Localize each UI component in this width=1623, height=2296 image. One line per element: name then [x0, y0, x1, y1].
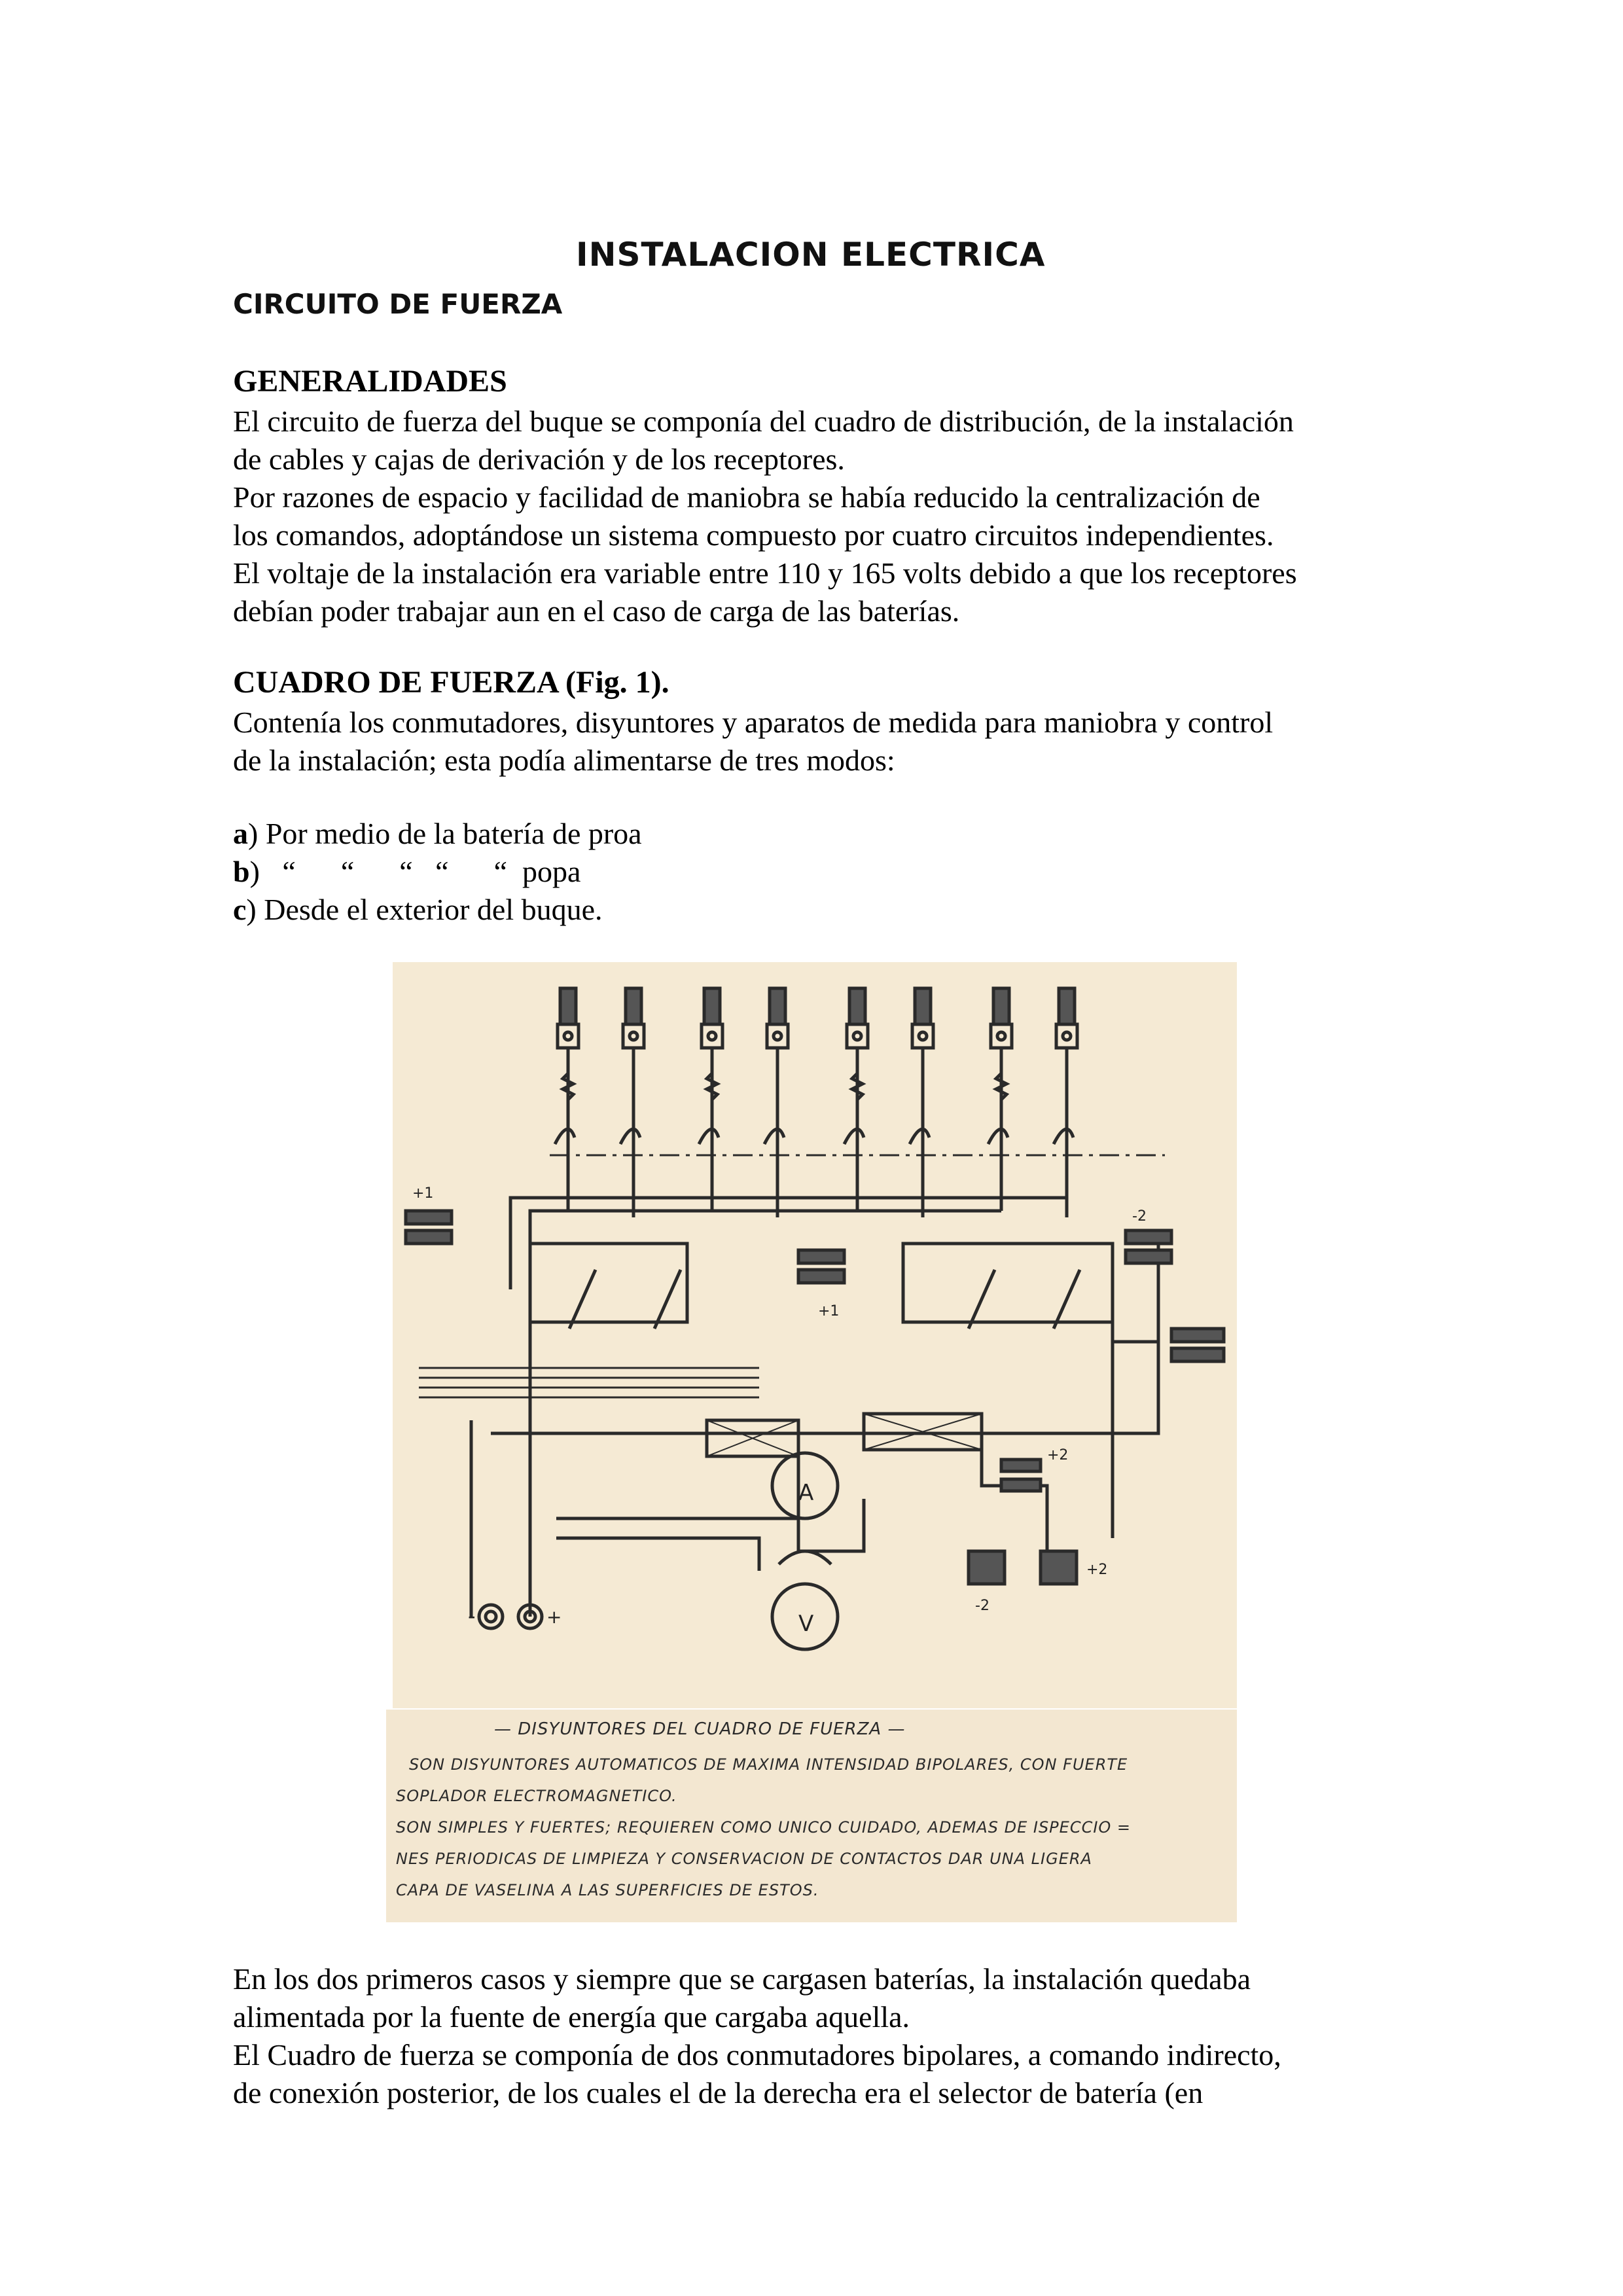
text-line: de la instalación; esta podía alimentarse de tres modos: [233, 744, 895, 777]
list-item-c [233, 892, 603, 927]
caption-title: — DISYUNTORES DEL CUADRO DE FUERZA — [494, 1719, 906, 1739]
caption-line: SOPLADOR ELECTROMAGNETICO. [396, 1787, 677, 1805]
list-letter: c [233, 893, 247, 926]
text-line: El Cuadro de fuerza se componía de dos conmutadores bipolares, a comando indirecto, [233, 2038, 1281, 2072]
section-heading-cuadro-de-fuerza: CUADRO DE FUERZA (Fig. 1). [233, 665, 669, 700]
text-line: los comandos, adoptándose un sistema compuesto por cuatro circuitos independientes. [233, 518, 1274, 552]
list-item-a [233, 816, 642, 851]
minus-terminal-label: - [468, 1604, 476, 1628]
breaker-row [555, 988, 1077, 1217]
text-line: Contenía los conmutadores, disyuntores y aparatos de medida para maniobra y control [233, 706, 1274, 739]
text-line: de conexión posterior, de los cuales el de la derecha era el selector de batería (en [233, 2076, 1204, 2109]
list-letter: a [233, 817, 248, 850]
caption-line: NES PERIODICAS DE LIMPIEZA Y CONSERVACION DE CONTACTOS DAR UNA LIGERA [396, 1850, 1092, 1868]
label-minus2-bottom: -2 [975, 1598, 990, 1614]
list-text: ) Por medio de la batería de proa [248, 817, 642, 850]
list-item-b [233, 854, 580, 889]
label-plus2-a: +2 [1047, 1447, 1069, 1463]
plus-terminal-label: + [546, 1606, 562, 1628]
label-plus1-mid: +1 [818, 1303, 840, 1319]
caption-line: SON SIMPLES Y FUERTES; REQUIEREN COMO UNICO CUIDADO, ADEMAS DE ISPECCIO = [396, 1818, 1132, 1837]
paragraph-generalidades [233, 403, 1431, 630]
paragraph-cuadro-de-fuerza [233, 704, 1431, 780]
text-line: En los dos primeros casos y siempre que se cargasen baterías, la instalación quedaba [233, 1962, 1251, 1996]
list-text: ) Desde el exterior del buque. [246, 893, 603, 926]
list-letter: b [233, 855, 250, 888]
voltmeter-label: V [798, 1611, 814, 1637]
text-line: El circuito de fuerza del buque se componía del cuadro de distribución, de la instalación [233, 404, 1294, 438]
figure-caption-box [386, 1710, 1237, 1922]
document-subtitle: CIRCUITO DE FUERZA [233, 288, 563, 320]
text-line: debían poder trabajar aun en el caso de carga de las baterías. [233, 594, 960, 628]
label-plus1-top: +1 [412, 1185, 434, 1202]
section-heading-generalidades: GENERALIDADES [233, 364, 507, 399]
document-title: INSTALACION ELECTRICA [576, 236, 1046, 274]
paragraph-after-figure [233, 1960, 1431, 2112]
ammeter-label: A [798, 1480, 814, 1506]
label-minus2-top: -2 [1132, 1208, 1147, 1225]
circuit-diagram [393, 962, 1237, 1708]
text-line: alimentada por la fuente de energía que cargaba aquella. [233, 2000, 910, 2034]
text-line: El voltaje de la instalación era variable entre 110 y 165 volts debido a que los receptores [233, 556, 1297, 590]
text-line: de cables y cajas de derivación y de los receptores. [233, 442, 845, 476]
label-plus2-b: +2 [1086, 1562, 1108, 1578]
caption-line: CAPA DE VASELINA A LAS SUPERFICIES DE ESTOS. [396, 1881, 819, 1899]
text-line: Por razones de espacio y facilidad de maniobra se había reducido la centralización de [233, 480, 1260, 514]
circuit-diagram-figure [393, 962, 1237, 1708]
caption-line: SON DISYUNTORES AUTOMATICOS DE MAXIMA INTENSIDAD BIPOLARES, CON FUERTE [409, 1755, 1128, 1774]
list-text: ) “ “ “ “ “ popa [249, 855, 581, 888]
